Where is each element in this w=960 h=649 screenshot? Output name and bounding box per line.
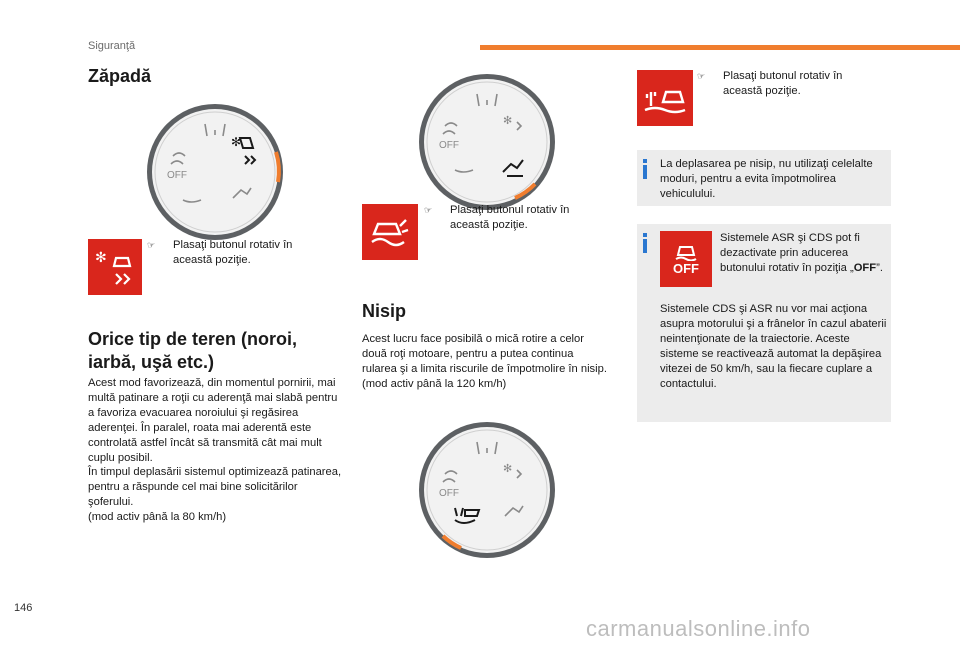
snow-instruction-text: Plasaţi butonul rotativ în această poziţie. (173, 239, 293, 266)
snow-title: Zăpadă (88, 66, 152, 86)
dial-mud-selected (417, 72, 557, 212)
rotary-dial-icon (145, 102, 285, 242)
traction-off-icon (672, 243, 700, 261)
off-info-text (720, 231, 884, 276)
sand-text: Acest lucru face posibilă o mică rotire a celor două roţi motoare, pentru a putea continua rularea şi a limita riscurile de împotmolire în nisip. (mod activ până la 120 km/h) (362, 333, 607, 390)
mud-mode-icon (368, 212, 412, 252)
off-mode-tile (660, 231, 712, 287)
sand-mode-icon (643, 80, 687, 116)
header-accent-bar (480, 45, 960, 50)
page-number: 146 (14, 602, 33, 614)
mud-instruction-text: Plasaţi butonul rotativ în această poziţie. (450, 204, 570, 231)
mud-title: Orice tip de teren (noroi, iarbă, uşă etc.) (88, 329, 298, 372)
watermark: carmanualsonline.info (586, 616, 811, 641)
mud-instruction (424, 203, 594, 233)
rotary-dial-icon (417, 72, 557, 212)
sand-mode-tile (637, 70, 693, 126)
bullet-arrow-icon: ☞ (424, 205, 433, 215)
info-dot (643, 159, 647, 163)
info-icon (643, 239, 647, 253)
sand-instruction (697, 69, 867, 99)
svg-text:OFF: OFF (439, 140, 459, 151)
mud-mode-tile (362, 204, 418, 260)
svg-text:✻: ✻ (503, 114, 513, 127)
bullet-arrow-icon: ☞ (697, 71, 706, 81)
sand-title: Nisip (362, 301, 407, 321)
off-info-text-pre: Sistemele ASR şi CDS pot fi dezactivate prin aducerea butonului rotativ în poziţia „ (720, 232, 860, 274)
dial-sand-selected (417, 420, 557, 560)
bullet-arrow-icon: ☞ (147, 240, 156, 250)
snow-instruction (147, 238, 317, 268)
dial-snow-selected (145, 102, 285, 242)
rotary-dial-icon (417, 420, 557, 560)
svg-text:OFF: OFF (167, 170, 187, 181)
off-info-box (637, 224, 891, 422)
svg-text:✻: ✻ (231, 135, 242, 149)
svg-text:✻: ✻ (503, 462, 513, 475)
info-icon (643, 165, 647, 179)
off-info-text-2: Sistemele CDS şi ASR nu vor mai acţiona asupra motorului şi a frânelor în cazul abaterii neintenţionate de la traiectorie. Aceste sisteme se reactivează automat la depăşirea vitezei de 50 km/h, sau la fiecare cuplare a contactului. (660, 303, 887, 390)
snow-mode-icon (94, 246, 136, 288)
snow-mode-tile (88, 239, 142, 295)
mud-text: Acest mod favorizează, din momentul pornirii, mai multă patinare a roţii cu aderenţă mai slabă pentru a favoriza evacuarea noroiului şi regăsirea aderenţei. În paralel, roata mai aderentă este controlată astfel încât să transmită cât mai mult cuplu posibil. În timpul deplasării sistemul optimizează patinarea, pentru a răspunde cel mai bine solicitărilor şoferului. (mod activ până la 80 km/h) (88, 377, 342, 524)
sand-instruction-text: Plasaţi butonul rotativ în această poziţie. (723, 70, 843, 97)
off-label: OFF (853, 261, 877, 274)
off-info-text-post: ”. (876, 261, 883, 274)
svg-text:OFF: OFF (439, 488, 459, 499)
sand-info-box (637, 150, 891, 206)
info-dot (643, 233, 647, 237)
sand-info-text: La deplasarea pe nisip, nu utilizaţi celelalte moduri, pentru a evita împotmolirea vehiculului. (660, 158, 873, 200)
section-label: Siguranţă (88, 40, 136, 52)
off-tile-label: OFF (673, 260, 699, 276)
svg-text:✻: ✻ (95, 250, 107, 266)
